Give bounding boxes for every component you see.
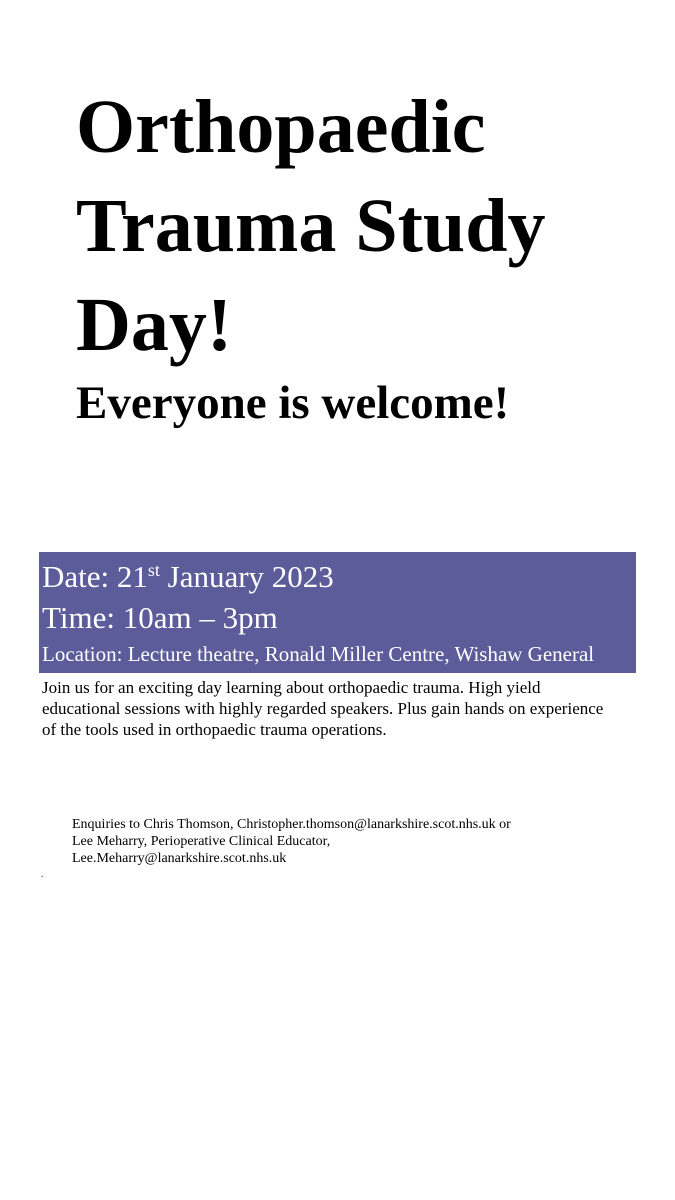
enquiries-contact — [72, 816, 632, 867]
event-date-month-year: January 2023 — [159, 559, 334, 594]
welcome-subtitle: Everyone is welcome! — [76, 377, 510, 429]
stray-mark: . — [41, 869, 44, 879]
description-line: educational sessions with highly regarded speakers. Plus gain hands on experience — [42, 699, 604, 718]
event-title: Orthopaedic Trauma Study Day! — [76, 85, 546, 367]
event-date-prefix: Date: 21 — [42, 559, 148, 594]
event-description — [42, 677, 642, 740]
event-details-box — [39, 552, 636, 673]
event-time: Time: 10am – 3pm — [42, 600, 278, 635]
event-date — [42, 557, 334, 597]
enquiries-line: Lee.Meharry@lanarkshire.scot.nhs.uk — [72, 851, 287, 866]
description-line: Join us for an exciting day learning about orthopaedic trauma. High yield — [42, 678, 541, 697]
event-date-ordinal: st — [147, 560, 160, 580]
enquiries-line: Enquiries to Chris Thomson, Christopher.thomson@lanarkshire.scot.nhs.uk or — [72, 817, 511, 832]
event-location: Location: Lecture theatre, Ronald Miller Centre, Wishaw General — [42, 642, 595, 666]
description-line: of the tools used in orthopaedic trauma operations. — [42, 720, 387, 739]
enquiries-line: Lee Meharry, Perioperative Clinical Educator, — [72, 834, 331, 849]
